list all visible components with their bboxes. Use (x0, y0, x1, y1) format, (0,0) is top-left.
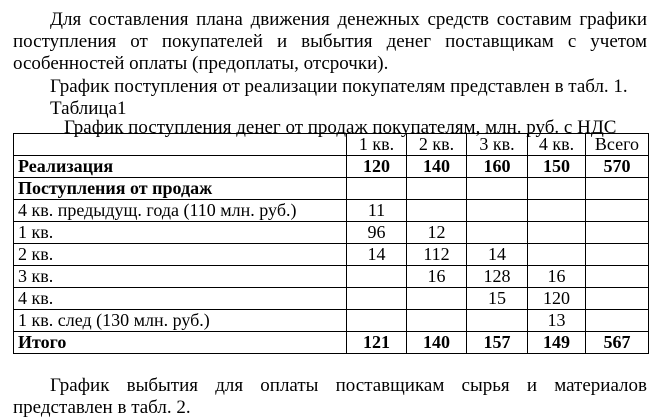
table-cell (586, 178, 649, 200)
table-cell (347, 266, 407, 288)
table-cell: 157 (467, 332, 528, 354)
row-label: 1 кв. след (130 млн. руб.) (14, 310, 347, 332)
table-cell: 14 (347, 244, 407, 266)
table-header-cell: 2 кв. (407, 134, 467, 156)
table-cell: 13 (528, 310, 586, 332)
table-cell (586, 200, 649, 222)
table-row (14, 332, 649, 354)
table-cell (347, 178, 407, 200)
table-cell (407, 178, 467, 200)
row-label: 3 кв. (14, 266, 347, 288)
table-cell (467, 310, 528, 332)
table-cell (528, 178, 586, 200)
row-label: 1 кв. (14, 222, 347, 244)
paragraph-intro-line-2: поступления от покупателей и выбытия денег поставщикам с учетом (13, 31, 647, 52)
table-header-row (14, 134, 649, 156)
row-label: 2 кв. (14, 244, 347, 266)
table-cell (467, 178, 528, 200)
table-cell: 567 (586, 332, 649, 354)
table-cell: 11 (347, 200, 407, 222)
table-cell (586, 310, 649, 332)
table-cell: 140 (407, 332, 467, 354)
table-cell: 16 (407, 266, 467, 288)
row-label: Поступления от продаж (14, 178, 347, 200)
row-label: Итого (14, 332, 347, 354)
row-label: 4 кв. предыдущ. года (110 млн. руб.) (14, 200, 347, 222)
table-cell: 149 (528, 332, 586, 354)
table-cell (467, 222, 528, 244)
table-cell: 112 (407, 244, 467, 266)
table-cell (347, 310, 407, 332)
table-cell: 16 (528, 266, 586, 288)
table-header-cell: 3 кв. (467, 134, 528, 156)
table-cell: 120 (347, 156, 407, 178)
table-cell (586, 288, 649, 310)
table-cell: 150 (528, 156, 586, 178)
table-cell: 128 (467, 266, 528, 288)
table-cell (586, 244, 649, 266)
paragraph-next-line-1: График выбытия для оплаты поставщикам сырья и материалов (50, 375, 647, 396)
table-row (14, 244, 649, 266)
table-cell (407, 310, 467, 332)
table-cell: 570 (586, 156, 649, 178)
table-cell: 14 (467, 244, 528, 266)
table-cell (407, 200, 467, 222)
table-header-cell: Всего (586, 134, 649, 156)
paragraph-intro-line-1: Для составления плана движения денежных средств составим графики (50, 9, 647, 30)
table-row (14, 266, 649, 288)
table-cell (407, 288, 467, 310)
table-cell: 96 (347, 222, 407, 244)
paragraph-next-line-2: представлен в табл. 2. (13, 397, 191, 418)
receipts-table (13, 133, 649, 354)
row-label: Реализация (14, 156, 347, 178)
table-row (14, 288, 649, 310)
table-row (14, 156, 649, 178)
table-cell (347, 288, 407, 310)
table-cell (586, 266, 649, 288)
table-header-cell: 1 кв. (347, 134, 407, 156)
table-cell: 160 (467, 156, 528, 178)
table-row (14, 178, 649, 200)
table-header-cell (14, 134, 347, 156)
table-label: Таблица1 (50, 98, 127, 119)
paragraph-intro-line-3: особенностей оплаты (предоплаты, отсрочки). (13, 53, 389, 74)
table-cell: 12 (407, 222, 467, 244)
table-title: График поступления денег от продаж покупателям, млн. руб. с НДС (64, 117, 617, 138)
table-cell: 120 (528, 288, 586, 310)
table-cell: 15 (467, 288, 528, 310)
paragraph-table-reference: График поступления от реализации покупателям представлен в табл. 1. (50, 76, 628, 97)
row-label: 4 кв. (14, 288, 347, 310)
table-cell: 140 (407, 156, 467, 178)
table-cell (467, 200, 528, 222)
table-cell: 121 (347, 332, 407, 354)
table-cell (528, 244, 586, 266)
table-cell (528, 222, 586, 244)
table-row (14, 200, 649, 222)
table-cell (528, 200, 586, 222)
table-row (14, 310, 649, 332)
table-header-cell: 4 кв. (528, 134, 586, 156)
table-row (14, 222, 649, 244)
table-cell (586, 222, 649, 244)
